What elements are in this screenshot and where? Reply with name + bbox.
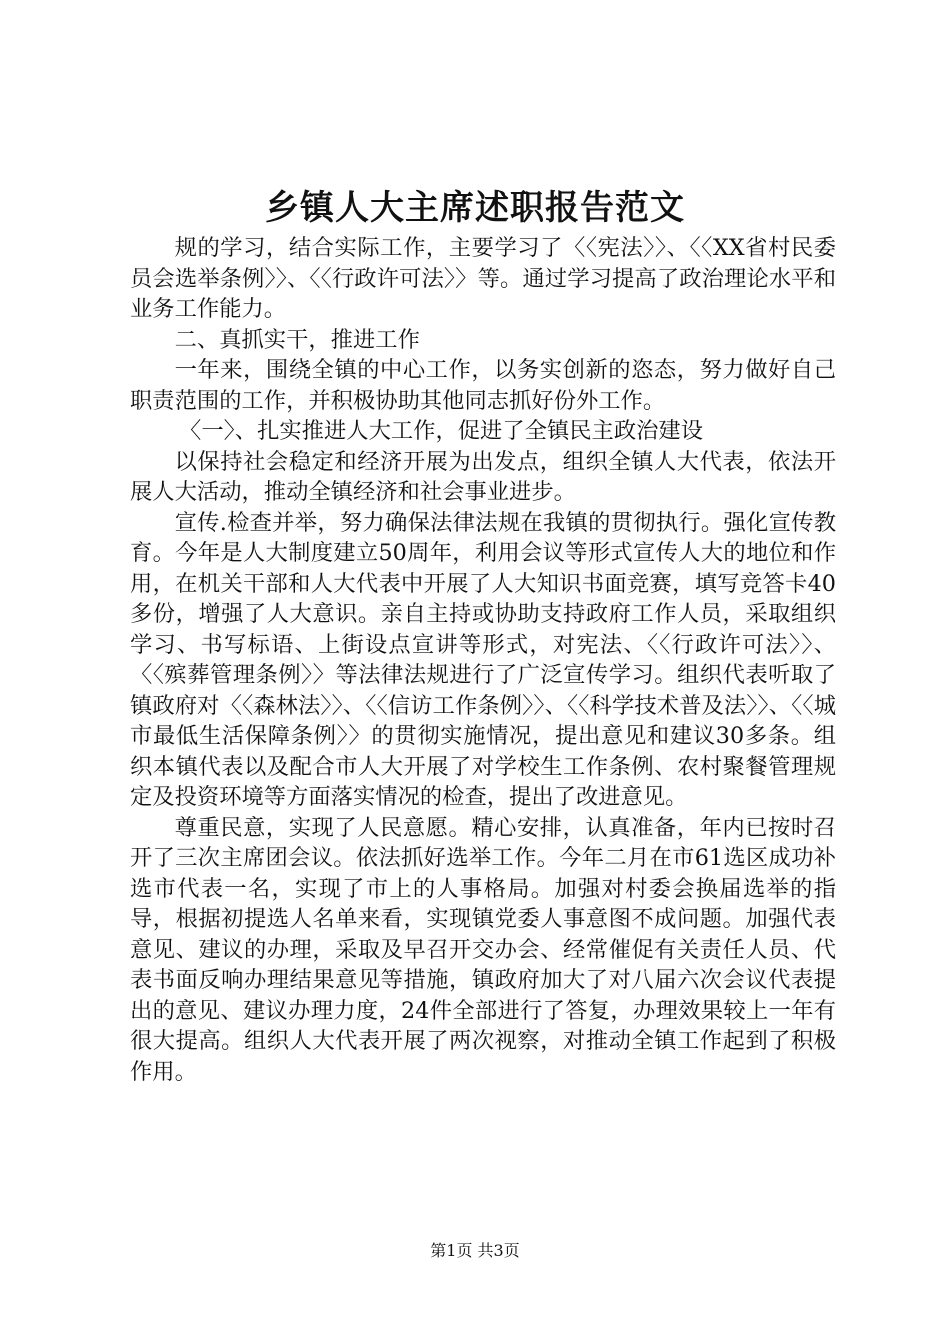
paragraph-publicity: 宣传.检查并举，努力确保法律法规在我镇的贯彻执行。强化宣传教育。今年是人大制度建立50周年，利用会议等形式宣传人大的地位和作用，在机关干部和人大代表中开展了人大知识书面竞赛，填写竞答卡40多份，增强了人大意识。亲自主持或协助支持政府工作人员，采取组织学习、书写标语、上街设点宣讲等形式，对宪法、〈〈行政许可法〉〉、〈〈殡葬管理条例〉〉等法律法规进行了广泛宣传学习。组织代表听取了镇政府对〈〈森林法〉〉、〈〈信访工作条例〉〉、〈〈科学技术普及法〉〉、〈〈城市最低生活保障条例〉〉的贯彻实施情况，提出意见和建议30多条。组织本镇代表以及配合市人大开展了对学校生工作条例、农村聚餐管理规定及投资环境等方面落实情况的检查，提出了改进意见。 [130, 509, 836, 810]
paragraph-study: 规的学习，结合实际工作，主要学习了〈〈宪法〉〉、〈〈XX省村民委员会选举条例〉〉、〈〈行政许可法〉〉等。通过学习提高了政治理论水平和业务工作能力。 [130, 235, 836, 322]
document-body [130, 233, 836, 1087]
subsection-heading-1: 〈一〉、扎实推进人大工作，促进了全镇民主政治建设 [179, 418, 704, 444]
paragraph-public-will: 尊重民意，实现了人民意愿。精心安排，认真准备，年内已按时召开了三次主席团会议。依法抓好选举工作。今年二月在市61选区成功补选市代表一名，实现了市上的人事格局。加强对村委会换届选举的指导，根据初提选人名单来看，实现镇党委人事意图不成问题。加强代表意见、建议的办理，采取及早召开交办会、经常催促有关责任人员、代表书面反响办理结果意见等措施，镇政府加大了对八届六次会议代表提出的意见、建议办理力度，24件全部进行了答复，办理效果较上一年有很大提高。组织人大代表开展了两次视察，对推动全镇工作起到了积极作用。 [130, 814, 836, 1085]
paragraph-stability: 以保持社会稳定和经济开展为出发点，组织全镇人大代表，依法开展人大活动，推动全镇经济和社会事业进步。 [130, 448, 836, 505]
page-title: 乡镇人大主席述职报告范文 [265, 188, 685, 228]
section-heading-2: 二、真抓实干，推进工作 [174, 326, 420, 353]
paragraph-year-overview: 一年来，围绕全镇的中心工作，以务实创新的恣态，努力做好自己职责范围的工作，并积极协助其他同志抓好份外工作。 [130, 357, 836, 414]
page-number: 第1页 共3页 [430, 1241, 520, 1260]
